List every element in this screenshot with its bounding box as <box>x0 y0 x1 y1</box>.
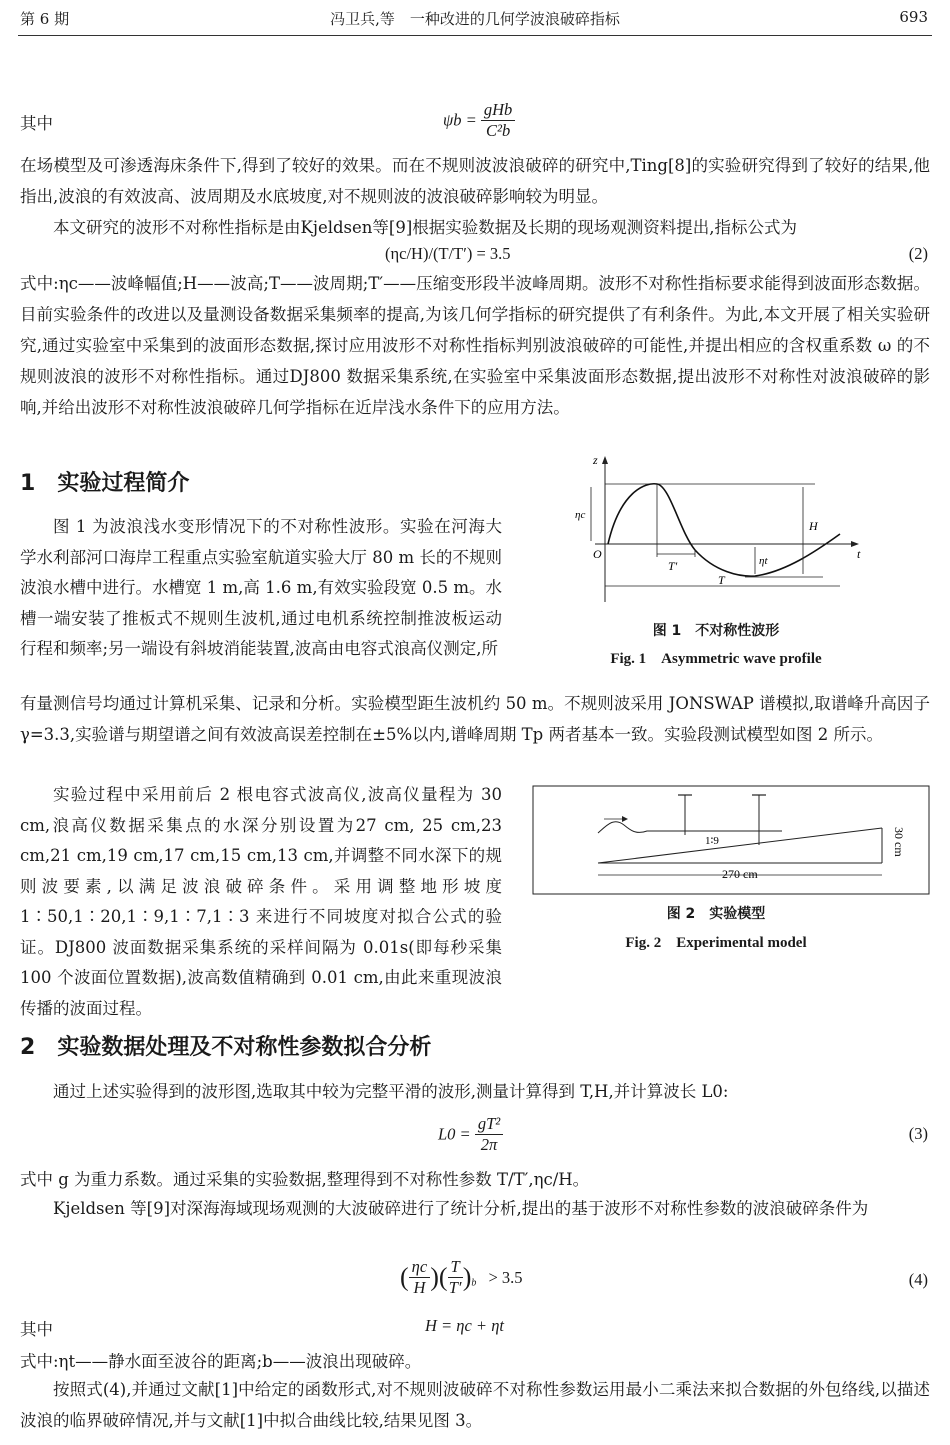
fig1-z-arrow-icon <box>602 456 608 464</box>
fig1-label-tprime: T′ <box>668 559 678 573</box>
paragraph-breaking-condition: Kjeldsen 等[9]对深海海域现场观测的大波破碎进行了统计分析,提出的基于波形不对称性参数的波浪破碎条件为 <box>53 1199 869 1218</box>
eq3-num: gT² <box>475 1114 503 1135</box>
equation-4: ( $\frac{\eta c}{H}$ )( $\frac{T}{T'}$ )$_b > 3.5$ <box>400 1257 523 1297</box>
figure-2-caption-cn: 图 2 实验模型 <box>666 906 766 922</box>
section-2-number: 2 <box>20 1035 36 1060</box>
figure-2-experimental-model <box>532 785 930 895</box>
issue-number: 第 6 期 <box>20 10 70 28</box>
fig2-slope-line <box>598 828 882 863</box>
eq4-f2-den: T′ <box>448 1278 462 1297</box>
paragraph-eta-t: 式中:ηt——静水面至波谷的距离;b——波浪出现破碎。 <box>20 1352 422 1371</box>
eq1-num: gHb <box>481 100 515 121</box>
header-rule <box>18 35 932 36</box>
paragraph-experiment-cont: 有量测信号均通过计算机采集、记录和分析。实验模型距生波机约 50 m。不规则波采用 JONSWAP 谱模拟,取谱峰升高因子 γ=3.3,实验谱与期望谱之间有效波高误差控制在±5%以内,谱峰周期 Tp 两者基本一致。实验段测试模型如图 2 所示。 <box>20 694 930 744</box>
fig1-label-z: z <box>593 453 598 467</box>
equation-2-number: (2) <box>908 244 928 263</box>
eq4-rhs: > 3.5 <box>488 1267 523 1287</box>
fig1-label-t: t <box>857 547 861 561</box>
section-1-heading <box>20 466 189 497</box>
equation-3 <box>438 1114 503 1155</box>
eq5-label: 其中 <box>20 1320 53 1339</box>
eq3-den: 2π <box>480 1135 498 1154</box>
fig1-label-h: H <box>809 519 818 533</box>
paragraph-gravity: 式中 g 为重力系数。通过采集的实验数据,整理得到不对称性参数 T/T′,ηc/H。 <box>20 1170 590 1189</box>
section-1-title: 实验过程简介 <box>57 471 190 496</box>
eq4-sub: b <box>471 1277 477 1289</box>
paragraph-experiment: 图 1 为波浪浅水变形情况下的不对称性波形。实验在河海大学水利部河口海岸工程重点实验室航道实验大厅 80 m 长的不规则波浪水槽中进行。水槽宽 1 m,高 1.6 m,有效实验段宽 0.5 m。水槽一端安装了推板式不规则生波机,通过电机系统控制推波板运动行程和频率;另一端设有斜坡消能装置,波高由电容式浪高仪测定,所 <box>20 517 502 658</box>
running-title: 冯卫兵,等 一种改进的几何学波浪破碎指标 <box>330 10 620 28</box>
section-1-number: 1 <box>20 471 36 496</box>
equation-2: (ηc/H)/(T/T′) = 3.5 <box>385 244 511 263</box>
fig1-label-eta-t: ηt <box>759 555 768 567</box>
eq1-label: 其中 <box>20 114 53 133</box>
paragraph-symbols: 式中:ηc——波峰幅值;H——波高;T——波周期;T′——压缩变形段半波峰周期。波形不对称性指标要求能得到波面形态数据。目前实验条件的改进以及量测设备数据采集频率的提高,为该几何学指标的研究提供了有利条件。为此,本文开展了相关实验研究,通过实验室中采集到的波面形态数据,探讨应用波形不对称性指标判别波浪破碎的可能性,并提出相应的含权重系数 ω 的不规则波浪的波形不对称性指标。通过DJ800 数据采集系统,在实验室中采集波面形态数据,提出波形不对称性对波浪破碎的影响,并给出波形不对称性波浪破碎几何学指标在近岸浅水条件下的应用方法。 <box>20 274 930 417</box>
eq1-den: C²b <box>486 121 511 140</box>
equation-3-number: (3) <box>908 1124 928 1143</box>
section-2-heading <box>20 1030 431 1061</box>
fig2-water-surface <box>598 822 782 833</box>
figure-2-caption-en: Fig. 2 Experimental model <box>625 935 807 951</box>
fig2-label-length: 270 cm <box>722 867 758 881</box>
section-2-title: 实验数据处理及不对称性参数拟合分析 <box>57 1035 432 1060</box>
figure-1-wave-profile <box>575 452 875 612</box>
equation-5: H = ηc + ηt <box>425 1316 504 1335</box>
fig1-label-eta-c: ηc <box>575 509 586 521</box>
figure-1-caption-en: Fig. 1 Asymmetric wave profile <box>610 651 822 667</box>
fig2-arrow-icon <box>622 816 628 822</box>
fig1-wave-curve <box>608 484 840 576</box>
fig2-label-height: 30 cm <box>892 827 906 857</box>
paragraph-fitting: 按照式(4),并通过文献[1]中给定的函数形式,对不规则波破碎不对称性参数运用最小二乘法来拟合数据的外包络线,以描述波浪的临界破碎情况,并与文献[1]中拟合曲线比较,结果见图 3。 <box>20 1380 930 1430</box>
fig2-label-slope: 1∶9 <box>705 835 719 847</box>
equation-psi-b <box>443 100 515 141</box>
page-number: 693 <box>899 8 928 26</box>
paragraph-ting: 在场模型及可渗透海床条件下,得到了较好的效果。而在不规则波波浪破碎的研究中,Ting[8]的实验研究得到了较好的结果,他指出,波浪的有效波高、波周期及水底坡度,对不规则波的波浪破碎影响较为明显。 <box>20 156 930 206</box>
figure-1-caption-cn: 图 1 不对称性波形 <box>652 623 780 639</box>
paragraph-kjeldsen-intro: 本文研究的波形不对称性指标是由Kjeldsen等[9]根据实验数据及长期的现场观测资料提出,指标公式为 <box>53 218 798 237</box>
eq4-f1-den: H <box>413 1278 426 1297</box>
eq1-lhs: ψb = <box>443 110 477 130</box>
fig1-label-o: O <box>593 547 602 561</box>
paragraph-gauges: 实验过程中采用前后 2 根电容式波高仪,波高仪量程为 30 cm,浪高仪数据采集点的水深分别设置为27 cm, 25 cm,23 cm,21 cm,19 cm,17 cm,15 cm,13 cm,并调整不同水深下的规则波要素,以满足波浪破碎条件。采用调整地形坡度 1∶50,1∶20,1∶9,1∶7,1∶3 来进行不同坡度对拟合公式的验证。DJ800 波面数据采集系统的采样间隔为 0.01s(即每秒采集 100 个波面位置数据),波高数值精确到 0.01 cm,由此来重现波浪传播的波面过程。 <box>20 785 502 1018</box>
eq3-lhs: L0 = <box>438 1124 471 1144</box>
paragraph-data-processing: 通过上述实验得到的波形图,选取其中较为完整平滑的波形,测量计算得到 T,H,并计算波长 L0: <box>53 1082 729 1101</box>
eq4-f2-num: T <box>448 1257 463 1278</box>
fig1-label-T: T <box>718 573 725 587</box>
equation-4-number: (4) <box>908 1270 928 1289</box>
eq4-f1-num: ηc <box>409 1257 431 1278</box>
